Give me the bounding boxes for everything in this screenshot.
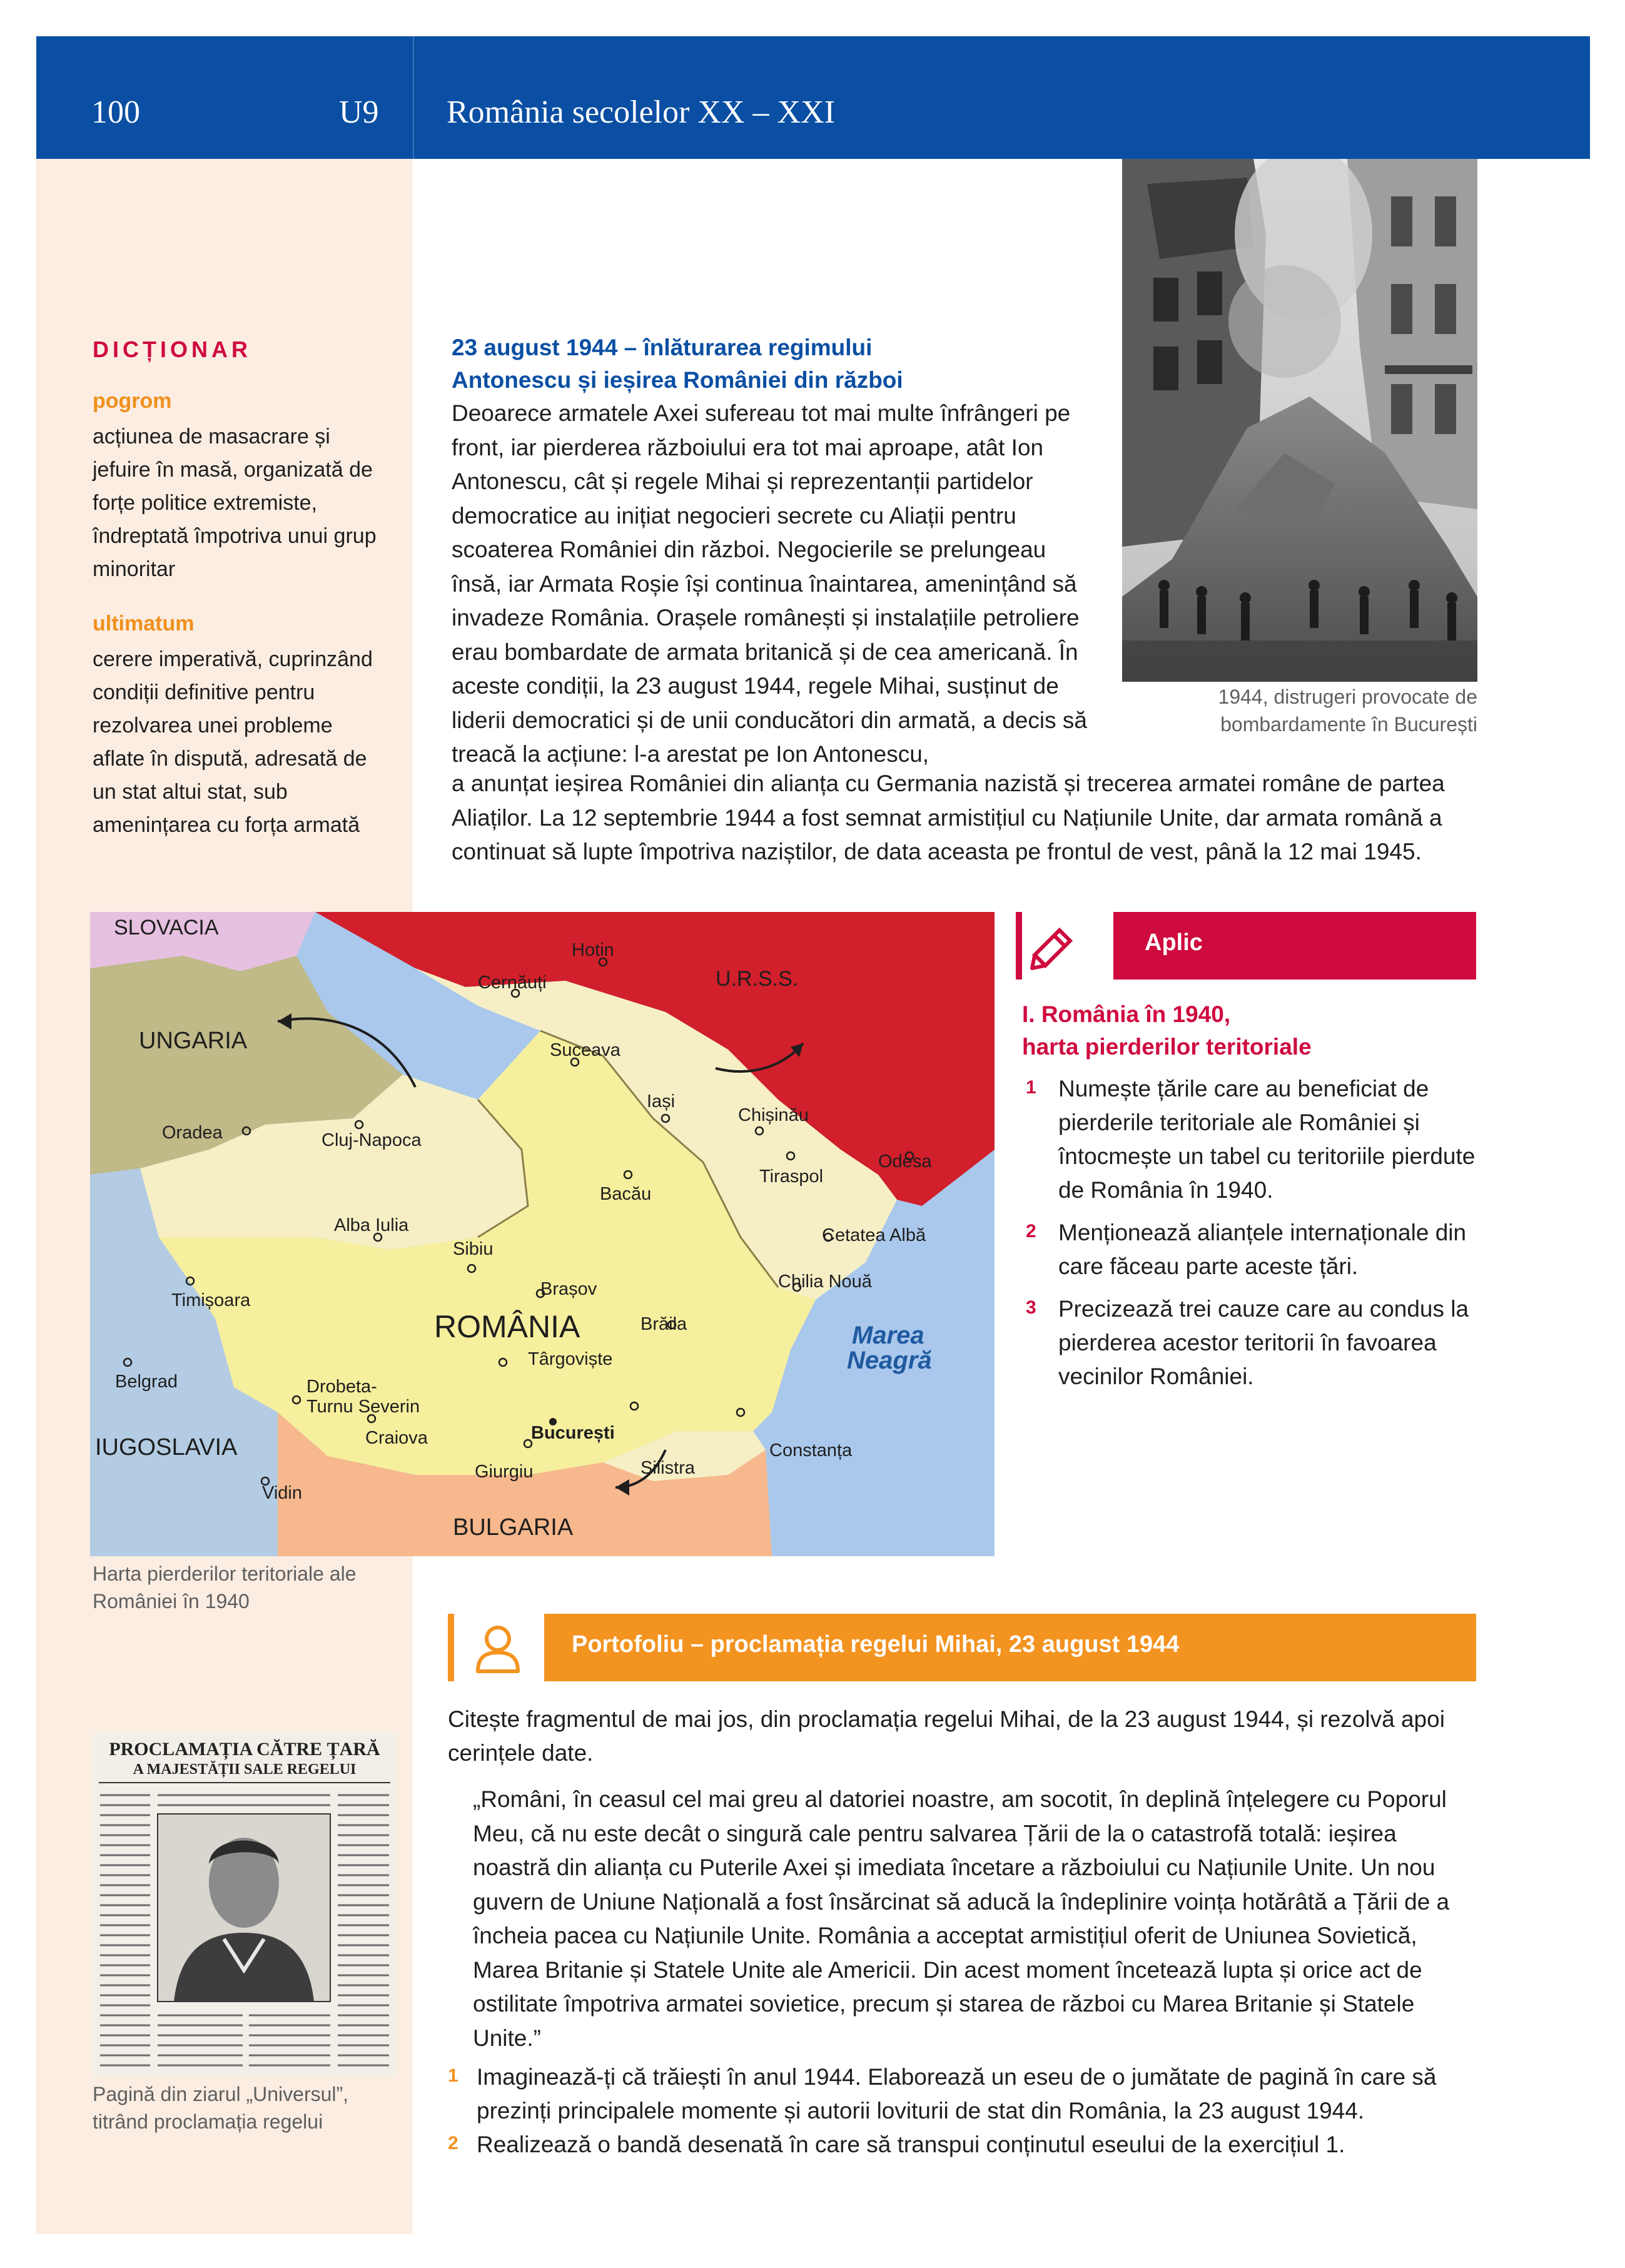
map-city: Drobeta- [306,1377,377,1397]
map-city: Craiova [365,1428,428,1448]
exercise-text: Imaginează-ți că trăiești în anul 1944. Elaborează un eseu de o jumătate de pagină în care să prezinți principalele momente și autorii loviturii de stat din România, la 23 august 1944. [477,2064,1437,2124]
map-city: Bacău [600,1184,652,1204]
aplic-heading [1022,998,1472,1063]
body-paragraph: Deoarece armatele Axei sufereau tot mai multe înfrângeri pe front, iar pierderea războiului era tot mai aproape, atât Ion Antonescu, cât și regele Mihai și reprezentanții partidelor democratice au inițiat negocieri secrete cu Aliații pentru scoaterea României din război. Negocierile se prelungeau însă, iar Armata Roșie își continua înaintarea, amenințând să invadeze România. Orașele românești și instalațiile petroliere erau bombardate de armata britanică și de cea americană. În aceste condiții, la 23 august 1944, regele Mihai, susținut de liderii democratici și de unii conducători din armată, a decis să treacă la acțiune: l-a arestat pe Ion Antonescu, [452,400,1087,767]
portfolio-label: Portofoliu – proclamația regelui Mihai, 23 august 1944 [572,1631,1180,1658]
map-city: Silistra [640,1458,696,1478]
map-city-capital: București [531,1423,615,1443]
portfolio-intro: Citește fragmentul de mai jos, din proclamația regelui Mihai, de la 23 august 1944, și rezolvă apoi cerințele date. [448,1706,1445,1766]
dictionary-term: ultimatum [93,612,195,635]
unit-label: U9 [339,94,379,130]
map-city: Brăila [640,1314,687,1334]
map-city: Brașov [540,1279,597,1299]
question-text: Menționează alianțele internaționale din care făceau parte aceste țări. [1058,1220,1467,1279]
section-title-line: Antonescu și ieșirea României din război [452,367,903,393]
map-city: Cetatea Albă [822,1225,926,1245]
newspaper-headline: PROCLAMAȚIA CĂTRE ȚARĂ [109,1739,380,1759]
exercise-number: 1 [448,2065,458,2086]
bombing-ruins-photo [1122,159,1477,682]
page-number: 100 [91,94,140,130]
dictionary-title: DICȚIONAR [93,337,251,362]
question-number: 3 [1026,1297,1036,1318]
map-city: Târgoviște [528,1349,613,1369]
map-city: Hotin [572,940,614,960]
dictionary-definition: cerere imperativă, cuprinzând condiții definitive pentru rezolvarea unei probleme aflate în dispută, adresată de un stat altui stat, sub amenințarea cu forța armată [93,647,373,837]
map-caption: Harta pierderilor teritoriale ale României în 1940 [93,1562,357,1612]
exercise-text: Realizează o bandă desenată în care să transpui conținutul eseului de la exercițiul 1. [477,2132,1345,2157]
map-city: Chilia Nouă [778,1272,872,1292]
body-paragraph-continued: a anunțat ieșirea României din alianța cu Germania nazistă și trecerea armatei române de partea Aliaților. La 12 septembrie 1944 a fost semnat armistițiul cu Națiunile Unite, dar armata română a continuat să lupte împotriva naziștilor, de data aceasta pe frontul de vest, până la 12 mai 1945. [452,771,1445,864]
map-city: Sibiu [453,1239,494,1259]
aplic-label: Aplic [1145,929,1203,956]
dictionary-term: pogrom [93,389,172,413]
map-label-neagra: Neagră [847,1347,932,1374]
section-title-line: 23 august 1944 – înlăturarea regimului [452,335,873,360]
person-icon [448,1614,535,1681]
map-label-ungaria: UNGARIA [139,1028,248,1054]
chapter-title: România secolelor XX – XXI [447,94,835,130]
newspaper-image [93,1733,397,2077]
map-city: Tiraspol [759,1167,824,1187]
question-number: 2 [1026,1221,1036,1242]
map-label-bulgaria: BULGARIA [453,1514,574,1541]
header-divider [413,36,414,159]
newspaper-caption: Pagină din ziarul „Universul”, titrând proclamația regelui [93,2083,349,2133]
map-city: Belgrad [115,1372,178,1392]
aplic-heading-line: I. România în 1940, [1022,1001,1231,1027]
map-city: Constanța [769,1440,853,1461]
map-city: Giurgiu [475,1462,534,1482]
pencil-icon [1016,912,1083,980]
map-city: Vidin [262,1483,302,1503]
question-number: 1 [1026,1077,1036,1098]
territorial-losses-map [90,912,995,1556]
aplic-heading-line: harta pierderilor teritoriale [1022,1034,1312,1060]
map-city: Chișinău [738,1105,809,1125]
section-title [452,332,1108,397]
newspaper-subheadline: A MAJESTĂȚII SALE REGELUI [133,1761,357,1778]
proclamation-quote: „Români, în ceasul cel mai greu al datoriei noastre, am socotit, în deplină înțelegere cu Poporul Meu, că nu este decât o singură cale pentru salvarea Țării de la o catastrofă totală: ieșirea noastră din alianța cu Puterile Axei și imediata încetare a războiului cu Națiunile Unite. Un nou guvern de Uniune Națională a fost însărcinat să aducă la îndeplinire voința hotărâtă a Țării de a încheia pacea cu Națiunile Unite. România a acceptat armistițiul oferit de Uniunea Sovietică, Marea Britanie și Statele Unite ale Americii. Din acest moment încetează lupta și orice act de ostilitate împotriva armatei sovietice, precum și starea de război cu Marea Britanie și Statele Unite.” [473,1786,1450,2051]
map-city: Iași [647,1091,676,1111]
question-text: Precizează trei cauze care au condus la pierderea acestor teritorii în favoarea vecinilor României. [1058,1296,1469,1389]
map-label-romania: ROMÂNIA [434,1309,580,1344]
map-city: Timișoara [171,1290,251,1310]
map-city: Cernăuți [478,973,547,993]
map-label-slovacia: SLOVACIA [114,916,219,939]
map-city: Oradea [162,1123,223,1143]
question-text: Numește țările care au beneficiat de pierderile teritoriale ale României și întocmește un tabel cu teritoriile pierdute de România în 1940. [1058,1076,1476,1203]
map-city: Turnu Severin [306,1397,420,1417]
photo-caption: 1944, distrugeri provocate de bombardamente în București [1218,686,1477,736]
map-city: Cluj-Napoca [321,1130,422,1150]
map-label-iugoslavia: IUGOSLAVIA [95,1434,238,1461]
map-city: Odesa [878,1152,932,1172]
map-label-urss: U.R.S.S. [716,967,799,991]
map-city: Suceava [550,1040,620,1060]
exercise-number: 2 [448,2133,458,2154]
map-label-marea: Marea [852,1322,924,1349]
dictionary-definition: acțiunea de masacrare și jefuire în masă, organizată de forțe politice extremiste, îndreptată împotriva unui grup minoritar [93,425,377,581]
map-city: Alba Iulia [334,1215,409,1235]
